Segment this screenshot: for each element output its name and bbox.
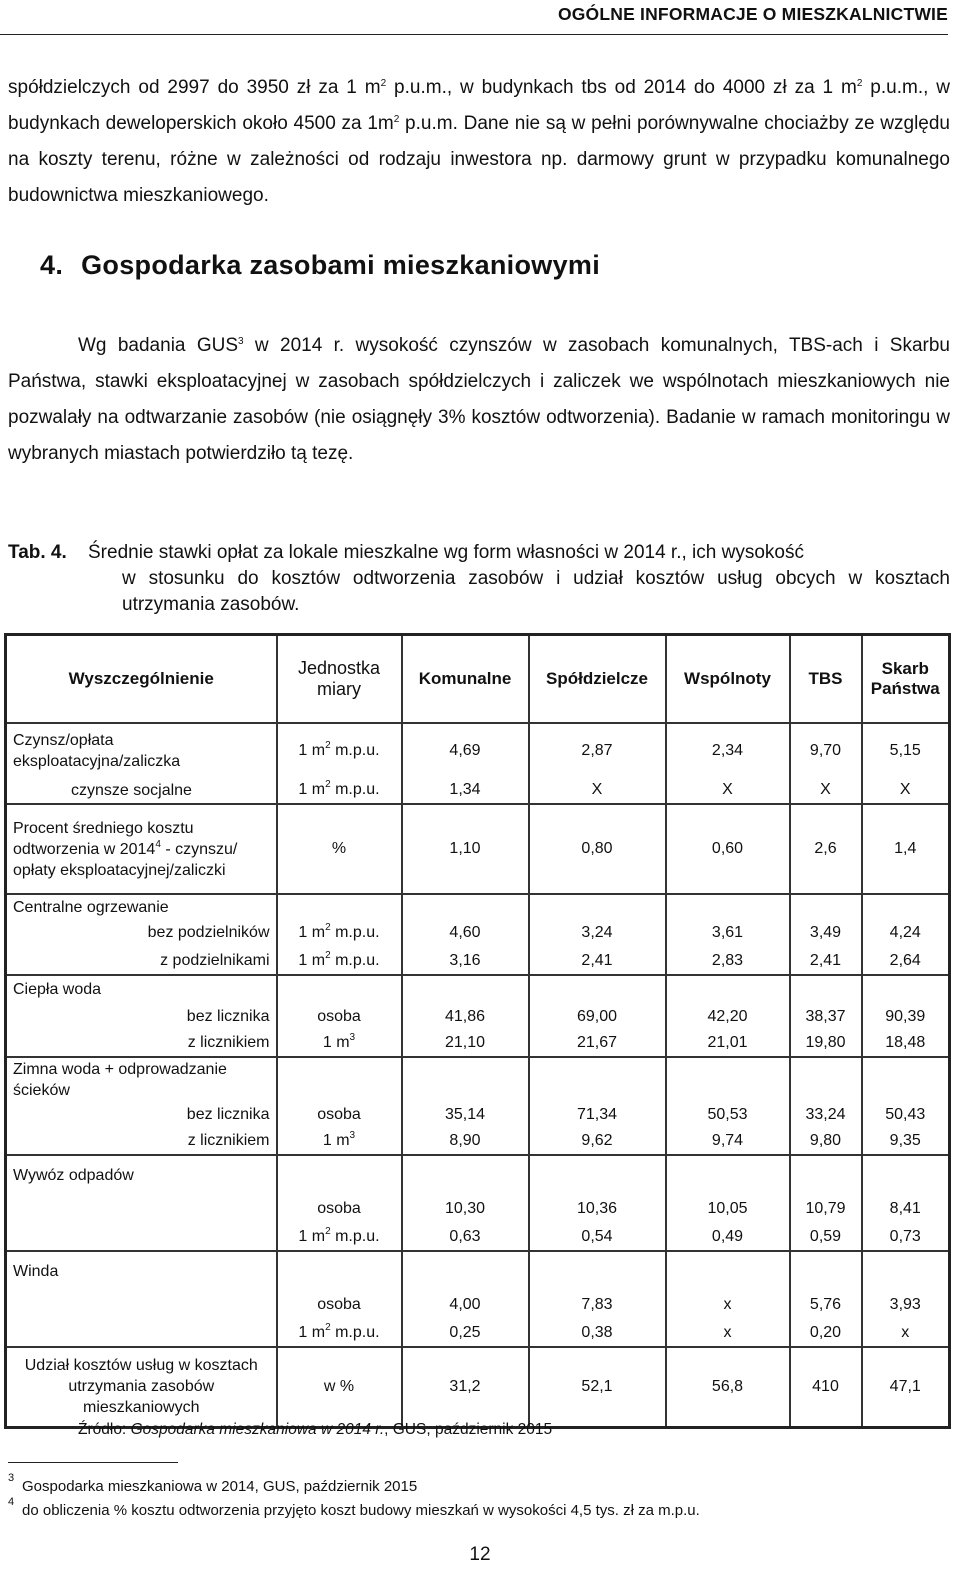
value-cell: 0,54 xyxy=(529,1223,666,1251)
table-row xyxy=(6,1347,950,1427)
value-cell: 10,30 xyxy=(402,1195,529,1223)
value-cell: 410 xyxy=(790,1347,862,1427)
value-cell: 2,6 xyxy=(790,804,862,894)
table-row xyxy=(6,1319,950,1347)
value-cell: 31,2 xyxy=(402,1347,529,1427)
value-cell: 1,34 xyxy=(402,777,529,804)
value-cell: 2,87 xyxy=(529,723,666,777)
value-cell: 18,48 xyxy=(862,1030,950,1057)
value-cell: 0,80 xyxy=(529,804,666,894)
value-cell: x xyxy=(666,1291,790,1319)
value-cell: 0,49 xyxy=(666,1223,790,1251)
unit-cell: 1 $m^3$ xyxy=(277,1030,402,1057)
unit-cell: osoba xyxy=(277,1003,402,1030)
col-header: Jednostka miary xyxy=(277,635,402,724)
footnote-3: 3 Gospodarka mieszkaniowa w 2014, GUS, październik 2015 xyxy=(8,1472,418,1495)
value-cell: 2,64 xyxy=(862,947,950,975)
value-cell: 41,86 xyxy=(402,1003,529,1030)
row-label: bez licznika xyxy=(6,1003,277,1030)
value-cell: x xyxy=(666,1319,790,1347)
table-row xyxy=(6,975,950,1003)
table-caption xyxy=(8,540,950,618)
table-row xyxy=(6,1030,950,1057)
value-cell: 35,14 xyxy=(402,1101,529,1128)
table-row xyxy=(6,1251,950,1291)
group-label: Zimna woda + odprowadzanie ścieków xyxy=(6,1057,277,1101)
section-number: 4. xyxy=(40,250,64,280)
value-cell: 56,8 xyxy=(666,1347,790,1427)
unit-cell: 1 $m^2$ m.p.u. xyxy=(277,1223,402,1251)
footnote-rule xyxy=(8,1462,178,1463)
row-label: z licznikiem xyxy=(6,1030,277,1057)
intro-text-5: p.u.m. Dane nie są w pełni porównywalne chociażby ze względu na koszty terenu, różne w zależności od rodzaju inwestora np. darmowy grunt w przypadku komunalnego budownictwa mieszkaniowego. xyxy=(8,113,950,206)
table-row xyxy=(6,1101,950,1128)
value-cell: 0,59 xyxy=(790,1223,862,1251)
sup-2: 2 xyxy=(856,78,863,89)
value-cell: 9,74 xyxy=(666,1128,790,1155)
value-cell: 2,41 xyxy=(529,947,666,975)
table-row xyxy=(6,919,950,947)
unit-cell: 1 $m^2$ m.p.u. xyxy=(277,723,402,777)
value-cell: X xyxy=(862,777,950,804)
value-cell: 10,36 xyxy=(529,1195,666,1223)
value-cell: 4,24 xyxy=(862,919,950,947)
value-cell: 71,34 xyxy=(529,1101,666,1128)
table-row xyxy=(6,1128,950,1155)
value-cell: 3,93 xyxy=(862,1291,950,1319)
value-cell: 19,80 xyxy=(790,1030,862,1057)
value-cell: 7,83 xyxy=(529,1291,666,1319)
value-cell: x xyxy=(862,1319,950,1347)
value-cell: 5,76 xyxy=(790,1291,862,1319)
row-label: Procent średniego kosztu odtworzenia w 2014$^4$ - czynszu/ opłaty eksploatacyjnej/zaliczki xyxy=(6,804,277,894)
value-cell: 47,1 xyxy=(862,1347,950,1427)
table-header-row xyxy=(6,635,950,724)
row-label: czynsze socjalne xyxy=(6,777,277,804)
body-paragraph xyxy=(8,328,950,472)
header-rule xyxy=(0,34,948,35)
value-cell: 21,01 xyxy=(666,1030,790,1057)
value-cell: 2,41 xyxy=(790,947,862,975)
table-row xyxy=(6,777,950,804)
table-row xyxy=(6,947,950,975)
row-label: z podzielnikami xyxy=(6,947,277,975)
sup-2: 2 xyxy=(393,114,400,125)
value-cell: 9,62 xyxy=(529,1128,666,1155)
value-cell: 50,53 xyxy=(666,1101,790,1128)
footnote-4: 4 do obliczenia % kosztu odtworzenia przyjęto koszt budowy mieszkań w wysokości 4,5 tys. zł za m.p.u. xyxy=(8,1496,700,1519)
intro-text-3: m xyxy=(841,77,857,98)
value-cell: 5,15 xyxy=(862,723,950,777)
value-cell: 8,90 xyxy=(402,1128,529,1155)
value-cell: 2,83 xyxy=(666,947,790,975)
value-cell: 1,10 xyxy=(402,804,529,894)
unit-cell: 1 $m^2$ m.p.u. xyxy=(277,1319,402,1347)
table-row xyxy=(6,804,950,894)
unit-cell: 1 $m^3$ xyxy=(277,1128,402,1155)
group-label: Ciepła woda xyxy=(6,975,277,1003)
value-cell: 0,63 xyxy=(402,1223,529,1251)
unit-cell: osoba xyxy=(277,1291,402,1319)
value-cell: X xyxy=(529,777,666,804)
row-label: Udział kosztów usług w kosztach utrzymania zasobów mieszkaniowych xyxy=(6,1347,277,1427)
value-cell: 42,20 xyxy=(666,1003,790,1030)
unit-cell: 1 $m^2$ m.p.u. xyxy=(277,777,402,804)
intro-paragraph xyxy=(8,70,950,214)
value-cell: X xyxy=(666,777,790,804)
table-row xyxy=(6,894,950,919)
value-cell: 4,60 xyxy=(402,919,529,947)
value-cell: 4,00 xyxy=(402,1291,529,1319)
intro-text-4: p.u.m., w budynkach deweloperskich około 4500 za 1m xyxy=(8,77,950,134)
value-cell: 69,00 xyxy=(529,1003,666,1030)
group-label: Centralne ogrzewanie xyxy=(6,894,277,919)
section-title: Gospodarka zasobami mieszkaniowymi xyxy=(81,250,601,280)
row-label: bez licznika xyxy=(6,1101,277,1128)
body-text-2: w 2014 r. wysokość czynszów w zasobach komunalnych, TBS-ach i Skarbu Państwa, stawki eksploatacyjnej w zasobach spółdzielczych i zaliczek we wspólnotach mieszkaniowych nie pozwalały na odtwarzanie zasobów (nie osiągnęły 3% kosztów odtworzenia). Badanie w ramach monitoringu w wybranych miastach potwierdziło tą tezę. xyxy=(8,335,950,464)
value-cell: 21,10 xyxy=(402,1030,529,1057)
value-cell: 3,24 xyxy=(529,919,666,947)
table-caption-rest: w stosunku do kosztów odtworzenia zasobów i udział kosztów usług obcych w kosztach utrzymania zasobów. xyxy=(122,568,950,615)
value-cell: 9,80 xyxy=(790,1128,862,1155)
value-cell: 3,49 xyxy=(790,919,862,947)
table-row xyxy=(6,1155,950,1195)
group-label: Wywóz odpadów xyxy=(6,1155,277,1195)
col-header: Spółdzielcze xyxy=(529,635,666,724)
intro-text-2: p.u.m., w budynkach tbs od 2014 do 4000 zł za 1 xyxy=(386,77,834,98)
table-row xyxy=(6,1291,950,1319)
unit-cell: osoba xyxy=(277,1195,402,1223)
value-cell: 9,70 xyxy=(790,723,862,777)
table-source: Źródło: Gospodarka mieszkaniowa w 2014 r., GUS, październik 2015 xyxy=(78,1421,553,1438)
table-row xyxy=(6,1223,950,1251)
table-label: Tab. 4. xyxy=(8,542,67,563)
value-cell: 38,37 xyxy=(790,1003,862,1030)
page-number: 12 xyxy=(469,1544,491,1565)
value-cell: 8,41 xyxy=(862,1195,950,1223)
table-row xyxy=(6,723,950,777)
section-heading xyxy=(40,250,600,281)
unit-cell: 1 $m^2$ m.p.u. xyxy=(277,947,402,975)
value-cell: 0,20 xyxy=(790,1319,862,1347)
table-caption-first: Średnie stawki opłat za lokale mieszkalne wg form własności w 2014 r., ich wysokość xyxy=(88,542,804,563)
col-header: TBS xyxy=(790,635,862,724)
value-cell: 50,43 xyxy=(862,1101,950,1128)
group-label: Winda xyxy=(6,1251,277,1291)
row-label: z licznikiem xyxy=(6,1128,277,1155)
value-cell: 4,69 xyxy=(402,723,529,777)
running-header: OGÓLNE INFORMACJE O MIESZKALNICTWIE xyxy=(557,4,948,24)
col-header: Komunalne xyxy=(402,635,529,724)
value-cell: 1,4 xyxy=(862,804,950,894)
col-header: Wyszczególnienie xyxy=(6,635,277,724)
value-cell: 0,73 xyxy=(862,1223,950,1251)
value-cell: 52,1 xyxy=(529,1347,666,1427)
unit-cell: 1 $m^2$ m.p.u. xyxy=(277,919,402,947)
value-cell: X xyxy=(790,777,862,804)
unit-cell: % xyxy=(277,804,402,894)
row-label: Czynsz/opłata eksploatacyjna/zaliczka xyxy=(6,723,277,777)
col-header: Skarb Państwa xyxy=(862,635,950,724)
value-cell: 9,35 xyxy=(862,1128,950,1155)
value-cell: 33,24 xyxy=(790,1101,862,1128)
table-row xyxy=(6,1195,950,1223)
unit-cell: w % xyxy=(277,1347,402,1427)
col-header: Wspólnoty xyxy=(666,635,790,724)
value-cell: 2,34 xyxy=(666,723,790,777)
sup-2: 2 xyxy=(380,78,387,89)
footnote-ref-3: 3 xyxy=(238,336,244,347)
body-text-1: Wg badania GUS xyxy=(78,335,239,356)
value-cell: 90,39 xyxy=(862,1003,950,1030)
intro-text-1: spółdzielczych od 2997 do 3950 zł za 1 m xyxy=(8,77,381,98)
table-row xyxy=(6,1057,950,1101)
value-cell: 0,25 xyxy=(402,1319,529,1347)
data-table xyxy=(4,633,951,1429)
value-cell: 10,79 xyxy=(790,1195,862,1223)
value-cell: 0,60 xyxy=(666,804,790,894)
table-row xyxy=(6,1003,950,1030)
value-cell: 0,38 xyxy=(529,1319,666,1347)
value-cell: 21,67 xyxy=(529,1030,666,1057)
unit-cell: osoba xyxy=(277,1101,402,1128)
value-cell: 3,16 xyxy=(402,947,529,975)
value-cell: 10,05 xyxy=(666,1195,790,1223)
value-cell: 3,61 xyxy=(666,919,790,947)
row-label: bez podzielników xyxy=(6,919,277,947)
